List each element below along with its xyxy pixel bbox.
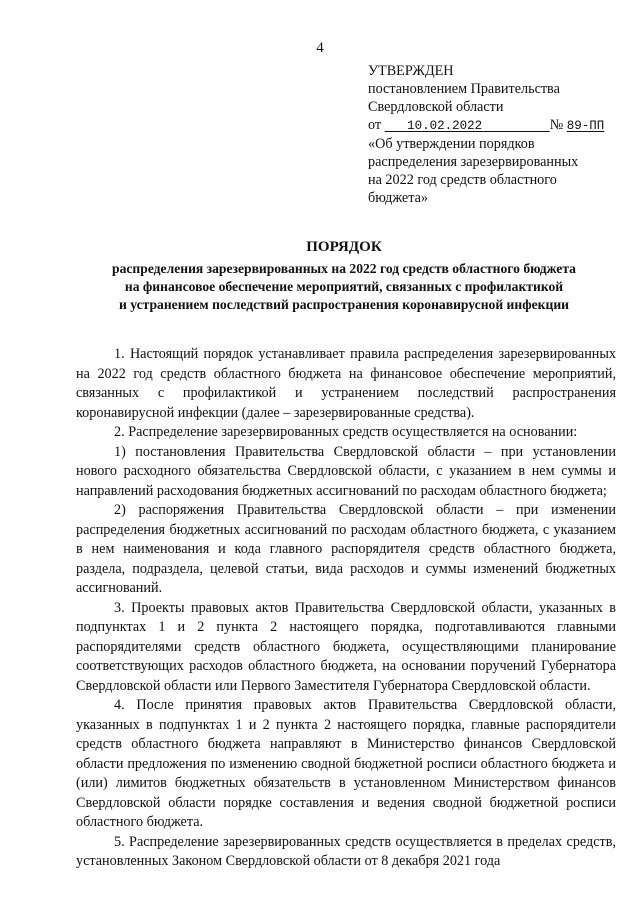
approval-title: УТВЕРЖДЕН (368, 63, 454, 79)
document-heading (60, 238, 628, 314)
approval-number-label: № (549, 117, 564, 133)
approval-date-line (368, 116, 618, 135)
paragraph-5: 5. Распределение зарезервированных средств осуществляется в пределах средств, установленных Законом Свердловской области от 8 декабря 2021 года (76, 833, 616, 869)
document-subtitle-3: и устранением последствий распространения коронавирусной инфекции (119, 297, 569, 312)
approval-line-1: постановлением Правительства (368, 81, 560, 97)
approval-stamp (368, 62, 618, 207)
approval-subject-2: распределения зарезервированных (368, 154, 579, 170)
approval-date: 10.02.2022 (407, 119, 483, 133)
document-subtitle-2: на финансовое обеспечение мероприятий, связанных с профилактикой (124, 279, 564, 294)
paragraph-2: 2. Распределение зарезервированных средств осуществляется на основании: (114, 424, 578, 440)
document-body (76, 345, 616, 872)
approval-subject-1: «Об утверждении порядков (368, 136, 535, 152)
paragraph-2-sub-1: 1) постановления Правительства Свердловской области – при установлении нового расходного обязательства Свердловской области, с указанием в нем суммы и направлений расходования бюджетных ассигнований по расходам областного бюджета; (76, 443, 616, 499)
paragraph-3: 3. Проекты правовых актов Правительства Свердловской области, указанных в подпунктах 1 и 2 пункта 2 настоящего порядка, подготавливаются главными распорядителями средств областного бюджета, осуществляющими планирование соответствующих расходов областного бюджета, на основании поручений Губернатора Свердловской области или Первого Заместителя Губернатора Свердловской области. (76, 599, 616, 694)
approval-line-2: Свердловской области (368, 99, 504, 115)
page-number: 4 (316, 40, 324, 56)
paragraph-4: 4. После принятия правовых актов Правительства Свердловской области, указанных в подпунктах 1 и 2 пункта 2 настоящего порядка, главные распорядители средств областного бюджета направляют в Министерство финансов Свердловской области предложения по изменению сводной бюджетной росписи областного бюджета и (или) лимитов бюджетных обязательств в установленном Министерством финансов Свердловской области порядке составления и ведения сводной бюджетной росписи областного бюджета. (76, 697, 616, 830)
approval-subject-3: на 2022 год средств областного (368, 172, 557, 188)
paragraph-2-sub-2: 2) распоряжения Правительства Свердловской области – при изменении распределения бюджетных ассигнований по расходам областного бюджета, с указанием в нем наименования и кода главного распорядителя средств областного бюджета, раздела, подраздела, целевой статьи, вида расходов и суммы изменений бюджетных ассигнований. (76, 502, 616, 596)
document-subtitle-1: распределения зарезервированных на 2022 год средств областного бюджета (112, 261, 576, 276)
paragraph-1: 1. Настоящий порядок устанавливает правила распределения зарезервированных на 2022 год средств областного бюджета на финансовое обеспечение мероприятий, связанных с профилактикой и устранением последствий распространения коронавирусной инфекции (далее – зарезервированные средства). (76, 346, 616, 421)
approval-subject-4: бюджета» (368, 190, 428, 206)
approval-from-label: от (368, 117, 382, 133)
document-title: ПОРЯДОК (306, 239, 382, 255)
approval-number: 89-ПП (566, 119, 605, 133)
